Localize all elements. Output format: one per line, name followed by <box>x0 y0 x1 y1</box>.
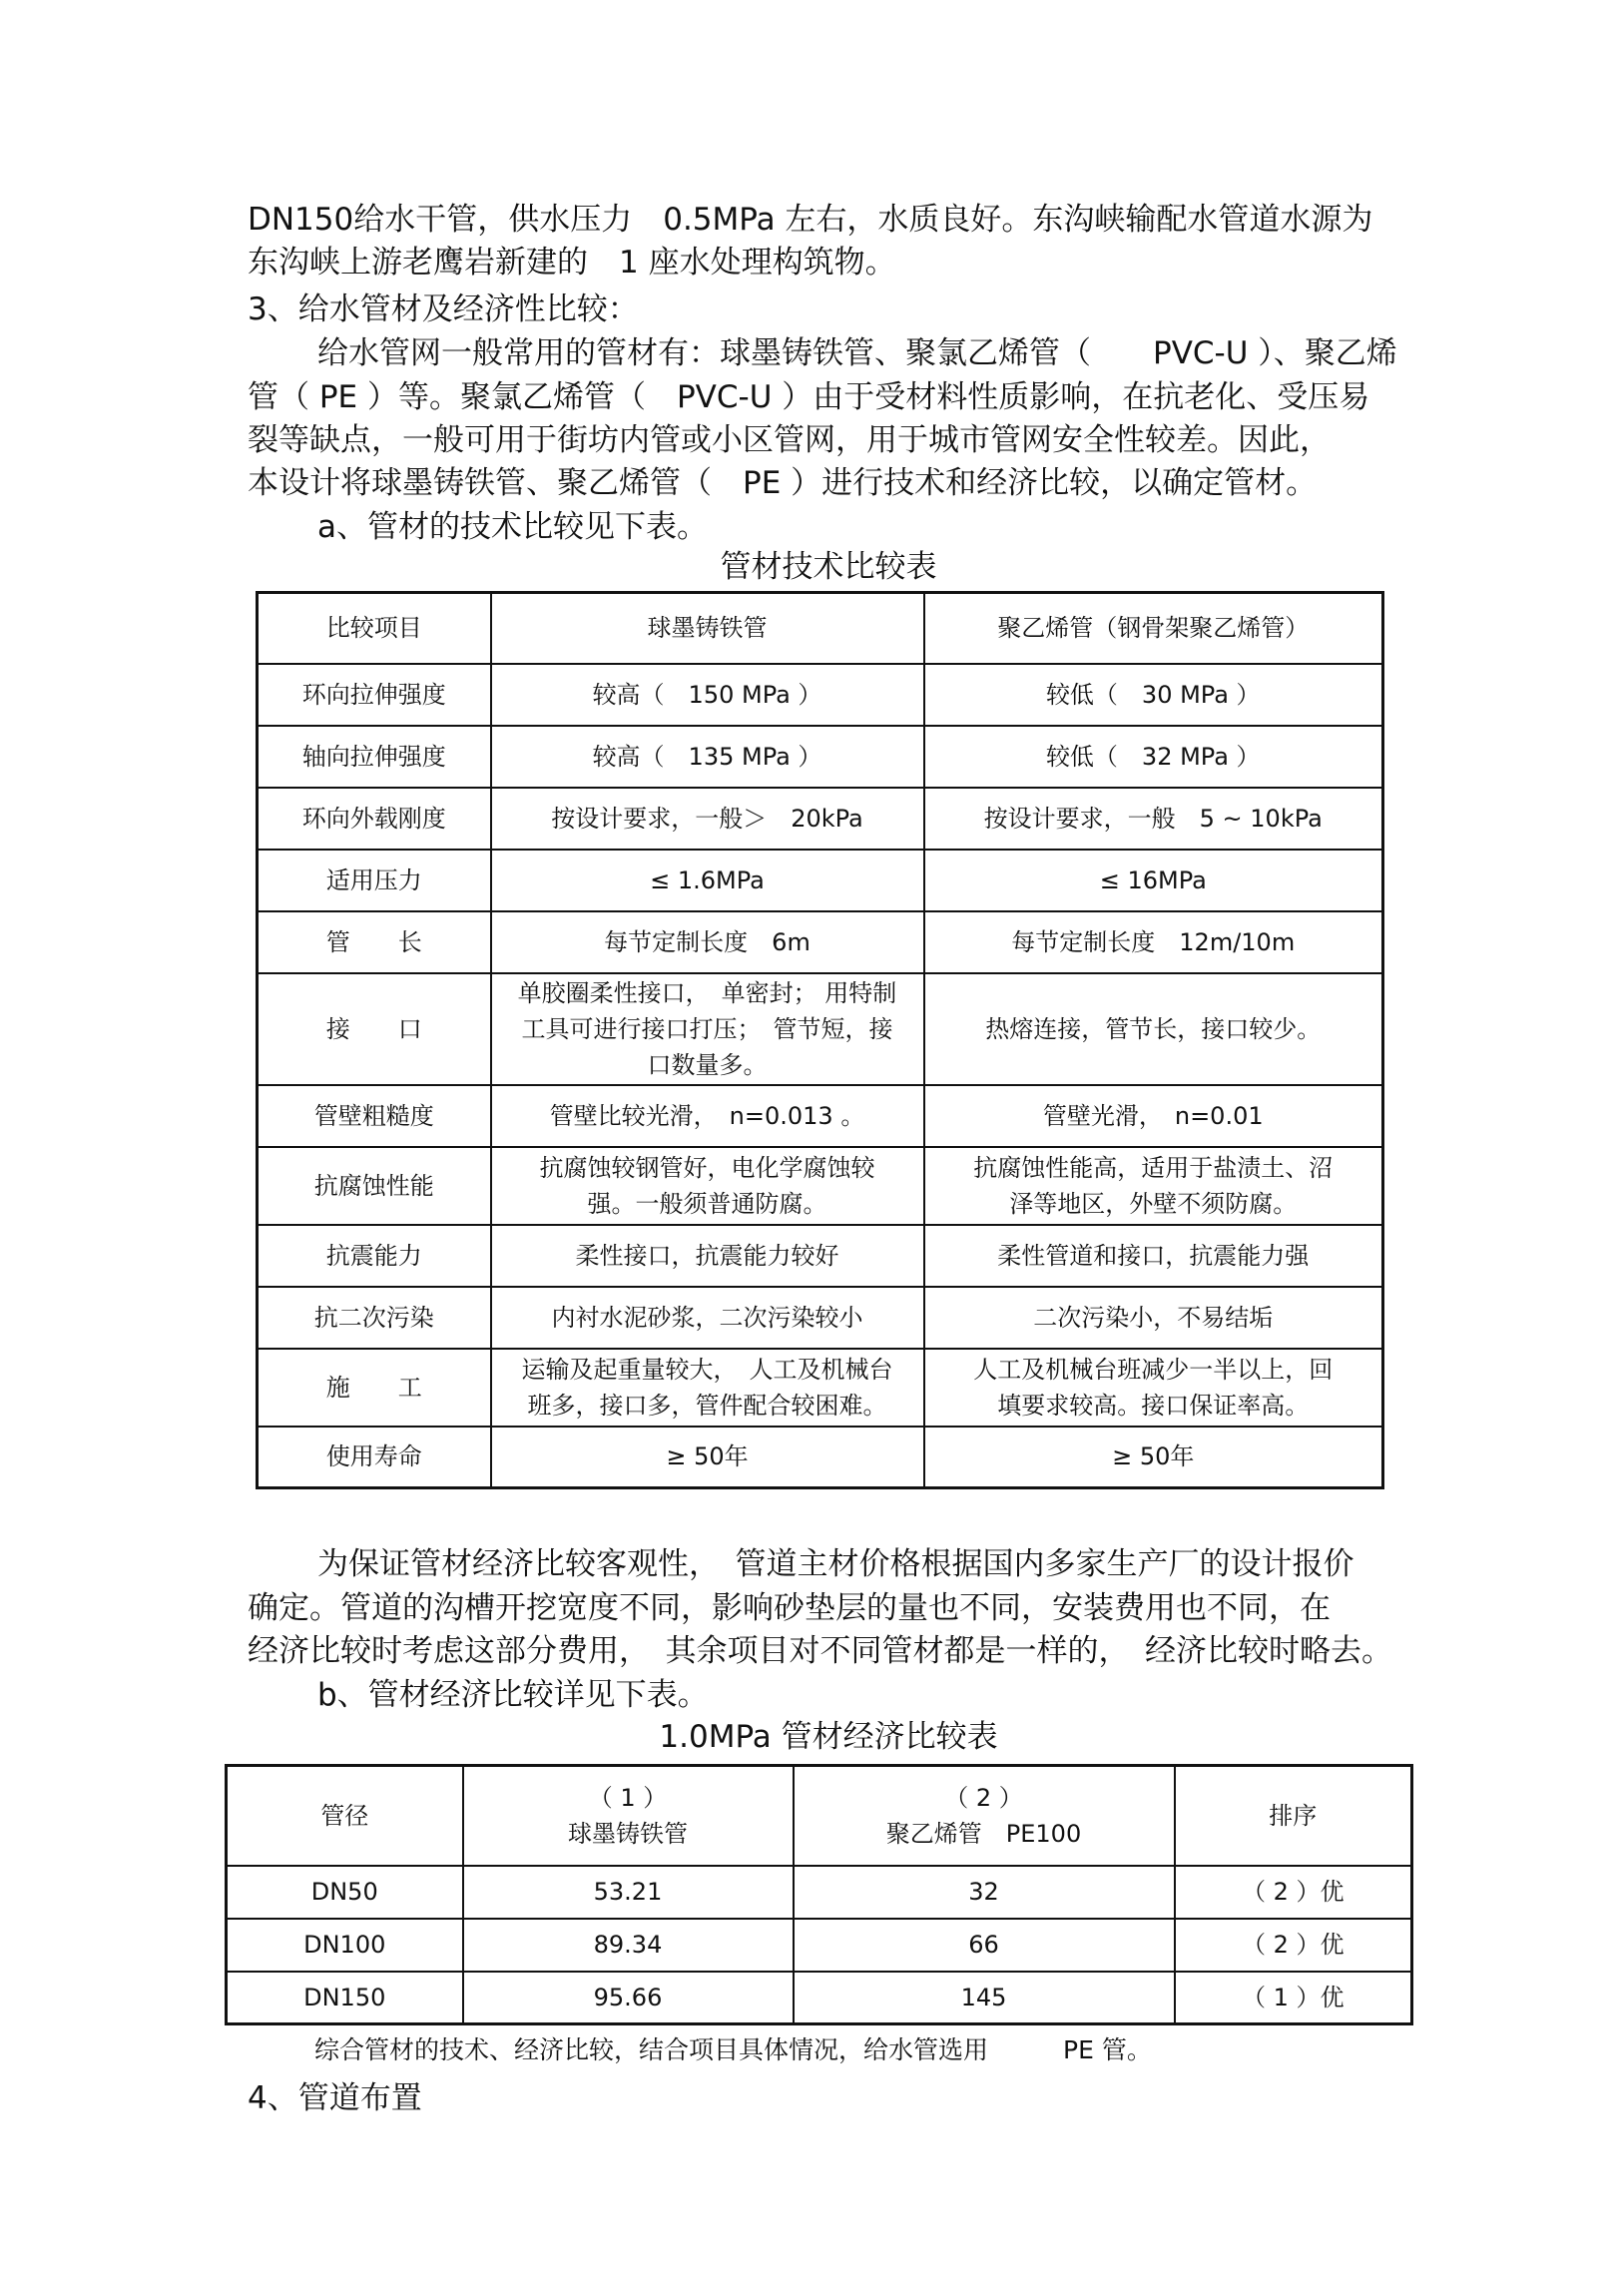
row-item-cell: 抗腐蚀性能 <box>258 1147 491 1225</box>
pe-cell <box>924 1349 1383 1427</box>
pe-cell <box>924 1085 1383 1147</box>
header-number: （ 1 ） <box>588 1783 668 1812</box>
row-item-cell: 适用压力 <box>258 850 491 911</box>
pe-cell <box>924 1225 1383 1287</box>
cell-line: 班多，接口多，管件配合较困难。 <box>527 1391 887 1420</box>
header-cell: 比较项目 <box>258 593 491 664</box>
table-row <box>227 1972 1412 2024</box>
table-row <box>258 1225 1383 1287</box>
ductile-cell <box>491 788 924 850</box>
pe-cell <box>924 911 1383 973</box>
ductile-cell <box>491 1085 924 1147</box>
ductile-cell <box>491 726 924 788</box>
row-item-cell: 管 长 <box>258 911 491 973</box>
header-number: （ 2 ） <box>944 1783 1023 1812</box>
row-item-cell: 施 工 <box>258 1349 491 1427</box>
table-header-row <box>227 1766 1412 1866</box>
section-3-heading: 3、给水管材及经济性比较： <box>248 291 639 327</box>
cell-line: 柔性管道和接口，抗震能力强 <box>997 1241 1310 1270</box>
cell-line: 较高（ 135 MPa ） <box>592 742 822 771</box>
cell-line: 口数量多。 <box>647 1050 768 1079</box>
row-item-cell: 抗震能力 <box>258 1225 491 1287</box>
table-row <box>258 1085 1383 1147</box>
cell-line: 较低（ 30 MPa ） <box>1045 680 1261 709</box>
table-row <box>258 1147 1383 1225</box>
cell-line: 内衬水泥砂浆，二次污染较小 <box>551 1303 863 1332</box>
rank-cell: （ 2 ）优 <box>1175 1866 1412 1919</box>
table-row <box>258 973 1383 1085</box>
table-row <box>258 1427 1383 1488</box>
header-cell-diameter: 管径 <box>227 1766 463 1866</box>
cell-line: 工具可进行接口打压； 管节短，接 <box>521 1014 893 1043</box>
cell-line: 人工及机械台班减少一半以上，回 <box>973 1355 1334 1384</box>
row-item-cell: 使用寿命 <box>258 1427 491 1488</box>
pe-cell <box>924 850 1383 911</box>
cell-line: 按设计要求，一般 5 ~ 10kPa <box>983 804 1323 833</box>
paragraph-line: 管（ PE ）等。聚氯乙烯管（ PVC-U ）由于受材料性质影响，在抗老化、受压易 <box>248 379 1370 415</box>
header-cell-pe <box>794 1766 1175 1866</box>
table-row <box>258 850 1383 911</box>
ductile-cell: 53.21 <box>463 1866 794 1919</box>
table-row <box>258 788 1383 850</box>
ductile-cell <box>491 911 924 973</box>
row-item-cell: 接 口 <box>258 973 491 1085</box>
table-row <box>258 911 1383 973</box>
cell-line: 每节定制长度 6m <box>604 927 811 956</box>
row-item-cell: 管壁粗糙度 <box>258 1085 491 1147</box>
header-name: 球墨铸铁管 <box>568 1819 688 1848</box>
cell-line: 填要求较高。接口保证率高。 <box>997 1391 1310 1420</box>
section-4-heading: 4、管道布置 <box>248 2080 422 2116</box>
pe-cell <box>924 726 1383 788</box>
dn-cell: DN150 <box>227 1972 463 2024</box>
econ-table-caption: 1.0MPa 管材经济比较表 <box>659 1719 998 1755</box>
econ-comparison-table <box>225 1764 1413 2025</box>
ductile-cell <box>491 1225 924 1287</box>
item-b-line: b、管材经济比较详见下表。 <box>317 1677 709 1713</box>
pe-cell: 66 <box>794 1919 1175 1972</box>
pe-cell <box>924 1427 1383 1488</box>
cell-line: 管壁比较光滑， n=0.013 。 <box>549 1101 865 1130</box>
ductile-cell: 89.34 <box>463 1919 794 1972</box>
econ-intro-line-1: 为保证管材经济比较客观性， 管道主材价格根据国内多家生产厂的设计报价 <box>317 1546 1354 1582</box>
row-item-cell: 环向外载刚度 <box>258 788 491 850</box>
econ-intro-line-3: 经济比较时考虑这部分费用， 其余项目对不同管材都是一样的， 经济比较时略去。 <box>248 1633 1392 1669</box>
cell-line: ≤ 1.6MPa <box>650 865 765 894</box>
header-cell: 球墨铸铁管 <box>491 593 924 664</box>
table-row <box>258 1287 1383 1349</box>
cell-line: ≤ 16MPa <box>1099 865 1207 894</box>
cell-line: 泽等地区，外壁不须防腐。 <box>1009 1189 1298 1218</box>
cell-line: 管壁光滑， n=0.01 <box>1042 1101 1264 1130</box>
table-header-row <box>258 593 1383 664</box>
cell-line: 单胶圈柔性接口， 单密封； 用特制 <box>517 978 897 1007</box>
pe-cell <box>924 1287 1383 1349</box>
tech-table-caption: 管材技术比较表 <box>720 549 937 585</box>
tech-comparison-table <box>256 591 1384 1489</box>
header-cell-ductile <box>463 1766 794 1866</box>
ductile-cell <box>491 1287 924 1349</box>
row-item-cell: 轴向拉伸强度 <box>258 726 491 788</box>
cell-line: 运输及起重量较大， 人工及机械台 <box>521 1355 893 1384</box>
cell-line: ≥ 50年 <box>666 1442 749 1471</box>
cell-line: ≥ 50年 <box>1112 1442 1195 1471</box>
cell-line: 柔性接口，抗震能力较好 <box>575 1241 839 1270</box>
conclusion-line: 综合管材的技术、经济比较，结合项目具体情况，给水管选用 PE 管。 <box>314 2035 1152 2064</box>
ductile-cell <box>491 1349 924 1427</box>
cell-line: 每节定制长度 12m/10m <box>1011 927 1296 956</box>
dn-cell: DN50 <box>227 1866 463 1919</box>
cell-line: 热熔连接，管节长，接口较少。 <box>985 1014 1322 1043</box>
cell-line: 较高（ 150 MPa ） <box>592 680 822 709</box>
header-name: 聚乙烯管 PE100 <box>885 1819 1082 1848</box>
pe-cell <box>924 664 1383 726</box>
cell-line: 抗腐蚀性能高，适用于盐渍土、沼 <box>973 1153 1334 1182</box>
paragraph-line: 裂等缺点，一般可用于街坊内管或小区管网，用于城市管网安全性较差。因此， <box>248 422 1331 458</box>
paragraph-line: 本设计将球墨铸铁管、聚乙烯管（ PE ）进行技术和经济比较，以确定管材。 <box>248 465 1318 501</box>
ductile-cell: 95.66 <box>463 1972 794 2024</box>
paragraph-line: 给水管网一般常用的管材有：球墨铸铁管、聚氯乙烯管（ PVC-U ）、聚乙烯 <box>317 335 1397 371</box>
table-row <box>258 664 1383 726</box>
pe-cell: 32 <box>794 1866 1175 1919</box>
intro-line-1: DN150给水干管，供水压力 0.5MPa 左右，水质良好。东沟峡输配水管道水源为 <box>248 202 1373 238</box>
pe-cell <box>924 1147 1383 1225</box>
ductile-cell <box>491 664 924 726</box>
ductile-cell <box>491 1147 924 1225</box>
ductile-cell <box>491 850 924 911</box>
table-row <box>227 1919 1412 1972</box>
pe-cell <box>924 973 1383 1085</box>
ductile-cell <box>491 973 924 1085</box>
rank-cell: （ 2 ）优 <box>1175 1919 1412 1972</box>
table-row <box>258 1349 1383 1427</box>
cell-line: 按设计要求，一般＞ 20kPa <box>551 804 863 833</box>
cell-line: 强。一般须普通防腐。 <box>587 1189 827 1218</box>
row-item-cell: 环向拉伸强度 <box>258 664 491 726</box>
cell-line: 二次污染小，不易结垢 <box>1033 1303 1274 1332</box>
table-row <box>227 1866 1412 1919</box>
intro-line-2: 东沟峡上游老鹰岩新建的 1 座水处理构筑物。 <box>248 245 896 281</box>
rank-cell: （ 1 ）优 <box>1175 1972 1412 2024</box>
header-cell-rank: 排序 <box>1175 1766 1412 1866</box>
dn-cell: DN100 <box>227 1919 463 1972</box>
header-cell: 聚乙烯管（钢骨架聚乙烯管） <box>924 593 1383 664</box>
pe-cell: 145 <box>794 1972 1175 2024</box>
cell-line: 较低（ 32 MPa ） <box>1045 742 1261 771</box>
row-item-cell: 抗二次污染 <box>258 1287 491 1349</box>
econ-intro-line-2: 确定。管道的沟槽开挖宽度不同，影响砂垫层的量也不同，安装费用也不同，在 <box>248 1590 1331 1626</box>
table-row <box>258 726 1383 788</box>
cell-line: 抗腐蚀较钢管好，电化学腐蚀较 <box>539 1153 875 1182</box>
item-a-line: a、管材的技术比较见下表。 <box>317 509 708 545</box>
ductile-cell <box>491 1427 924 1488</box>
pe-cell <box>924 788 1383 850</box>
